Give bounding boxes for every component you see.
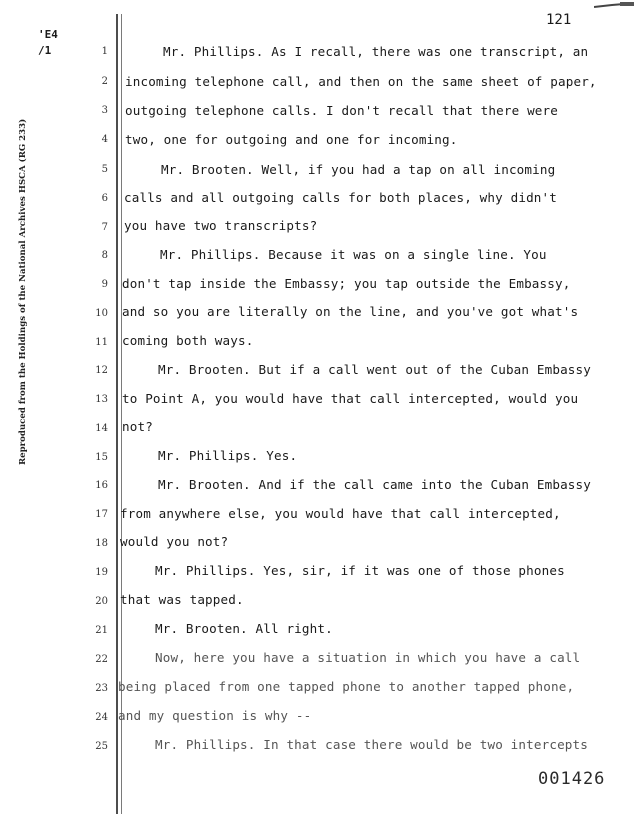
line-number: 6 (101, 193, 108, 204)
line-number: 14 (95, 423, 108, 434)
transcript-line: Mr. Brooten. And if the call came into the Cuban Embassy (158, 477, 591, 492)
line-number: 2 (101, 76, 108, 87)
left-margin-rule-inner (121, 14, 122, 814)
line-number: 13 (95, 394, 108, 405)
left-margin-rule (116, 14, 118, 814)
transcript-line: being placed from one tapped phone to another tapped phone, (118, 679, 575, 694)
archive-reproduction-note: Reproduced from the Holdings of the National Archives HSCA (RG 233) (18, 118, 28, 465)
line-number: 3 (101, 105, 108, 116)
line-number: 24 (95, 712, 108, 723)
transcript-line: don't tap inside the Embassy; you tap outside the Embassy, (122, 276, 571, 291)
line-number: 18 (95, 538, 108, 549)
line-number: 4 (101, 134, 108, 145)
corner-smudge (594, 2, 634, 10)
line-number: 20 (95, 596, 108, 607)
transcript-line: coming both ways. (122, 333, 254, 348)
line-number: 8 (101, 250, 108, 261)
line-number: 25 (95, 741, 108, 752)
transcript-line: Now, here you have a situation in which you have a call (155, 650, 581, 665)
page-number: 121 (546, 12, 572, 28)
line-number: 10 (95, 308, 108, 319)
line-number: 23 (95, 683, 108, 694)
transcript-line: Mr. Brooten. All right. (155, 621, 333, 636)
transcript-line: and so you are literally on the line, and you've got what's (122, 304, 579, 319)
transcript-line: not? (122, 419, 153, 434)
transcript-line: Mr. Phillips. Yes. (158, 448, 298, 463)
line-number: 11 (95, 337, 108, 348)
line-number: 12 (95, 365, 108, 376)
transcript-tag-top: 'E4 (38, 28, 58, 41)
transcript-line: Mr. Brooten. Well, if you had a tap on all incoming (161, 162, 556, 177)
line-number: 5 (101, 164, 108, 175)
line-number: 16 (95, 480, 108, 491)
transcript-line: and my question is why -- (118, 708, 312, 723)
transcript-line: from anywhere else, you would have that call intercepted, (120, 506, 561, 521)
line-number: 1 (101, 46, 108, 57)
transcript-line: calls and all outgoing calls for both places, why didn't (124, 190, 557, 205)
transcript-line: Mr. Brooten. But if a call went out of the Cuban Embassy (158, 362, 591, 377)
transcript-line: Mr. Phillips. As I recall, there was one transcript, an (163, 44, 589, 59)
transcript-line: that was tapped. (120, 592, 244, 607)
transcript-line: you have two transcripts? (124, 218, 318, 233)
transcript-line: Mr. Phillips. Because it was on a single line. You (160, 247, 547, 262)
line-number: 21 (95, 625, 108, 636)
transcript-line: to Point A, you would have that call intercepted, would you (122, 391, 579, 406)
line-number: 15 (95, 452, 108, 463)
transcript-line: Mr. Phillips. Yes, sir, if it was one of those phones (155, 563, 565, 578)
transcript-line: two, one for outgoing and one for incoming. (125, 132, 458, 147)
line-number: 7 (101, 222, 108, 233)
transcript-tag-bottom: /1 (38, 44, 52, 57)
line-number: 22 (95, 654, 108, 665)
transcript-line: outgoing telephone calls. I don't recall that there were (125, 103, 558, 118)
line-number: 17 (95, 509, 108, 520)
transcript-line: Mr. Phillips. In that case there would be two intercepts (155, 737, 588, 752)
line-number: 9 (101, 279, 108, 290)
line-number: 19 (95, 567, 108, 578)
transcript-line: would you not? (120, 534, 229, 549)
document-number: 001426 (538, 769, 606, 789)
transcript-line: incoming telephone call, and then on the same sheet of paper, (125, 74, 597, 89)
